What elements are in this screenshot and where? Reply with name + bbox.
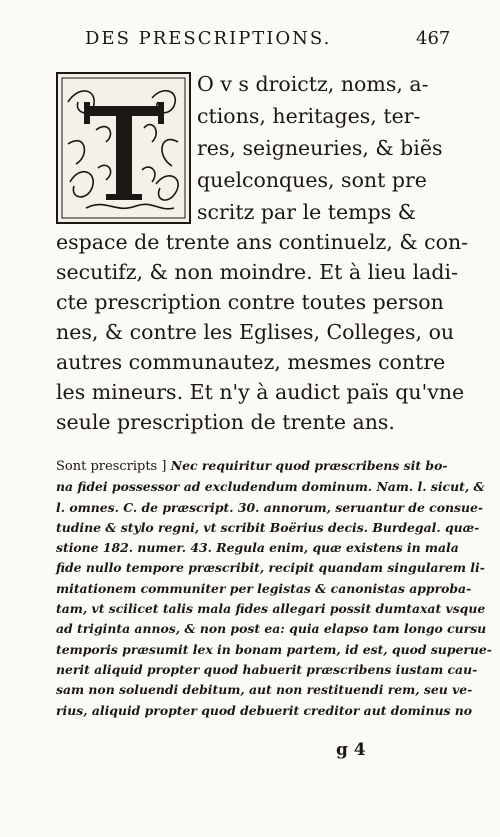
note-line: tam, vt scilicet talis mala fides allegari possit dumtaxat vsque xyxy=(56,601,486,617)
note-line: mitationem communiter per legistas & canonistas approba- xyxy=(56,580,472,596)
note-line: temporis præsumit lex in bonam partem, id est, quod superue- xyxy=(56,641,492,657)
body-line: autres communautez, mesmes contre xyxy=(56,350,446,374)
note-line: l. omnes. C. de præscript. 30. annorum, seruantur de consue- xyxy=(56,499,483,515)
note-line: stione 182. numer. 43. Regula enim, quæ existens in mala xyxy=(56,540,459,556)
note-line: ad triginta annos, & non post ea: quia elapso tam longo cursu xyxy=(56,621,487,637)
body-line: secutifz, & non moindre. Et à lieu ladi- xyxy=(56,260,459,284)
note-line: Sont prescripts ] Nec requiritur quod præscribens sit bo- xyxy=(56,458,448,474)
page-number: 467 xyxy=(416,28,451,49)
body-line: cte prescription contre toutes person xyxy=(56,290,444,314)
body-line: O v s droictz, noms, a- xyxy=(197,72,429,96)
body-line: seule prescription de trente ans. xyxy=(56,410,395,434)
body-line: quelconques, sont pre xyxy=(197,168,427,192)
note-line: tudine & stylo regni, vt scribit Boërius decis. Burdegal. quæ- xyxy=(56,519,480,535)
body-line: espace de trente ans continuelz, & con- xyxy=(56,230,469,254)
legal-note xyxy=(56,456,492,721)
catchword: g 4 xyxy=(336,740,366,760)
body-line: nes, & contre les Eglises, Colleges, ou xyxy=(56,320,455,344)
note-line: rius, aliquid propter quod debuerit creditor aut dominus no xyxy=(56,702,473,718)
note-line: fide nullo tempore præscribit, recipit quandam singularem li- xyxy=(56,560,485,576)
body-line: les mineurs. Et n'y à audict païs qu'vne xyxy=(56,380,465,404)
running-title: DES PRESCRIPTIONS. xyxy=(85,28,332,49)
note-line: sam non soluendi debitum, aut non restituendi rem, seu ve- xyxy=(56,682,473,698)
body-line: scritz par le temps & xyxy=(197,200,416,224)
ornamental-initial-t xyxy=(56,72,191,224)
note-lemma: Sont prescripts ] xyxy=(56,459,167,474)
body-line: ctions, heritages, ter- xyxy=(197,104,421,128)
note-line: na fidei possessor ad excludendum dominum. Nam. l. sicut, & xyxy=(56,479,485,495)
body-line: res, seigneuries, & biẽs xyxy=(197,136,443,160)
note-line: nerit aliquid propter quod habuerit præscribens iustam cau- xyxy=(56,661,478,677)
